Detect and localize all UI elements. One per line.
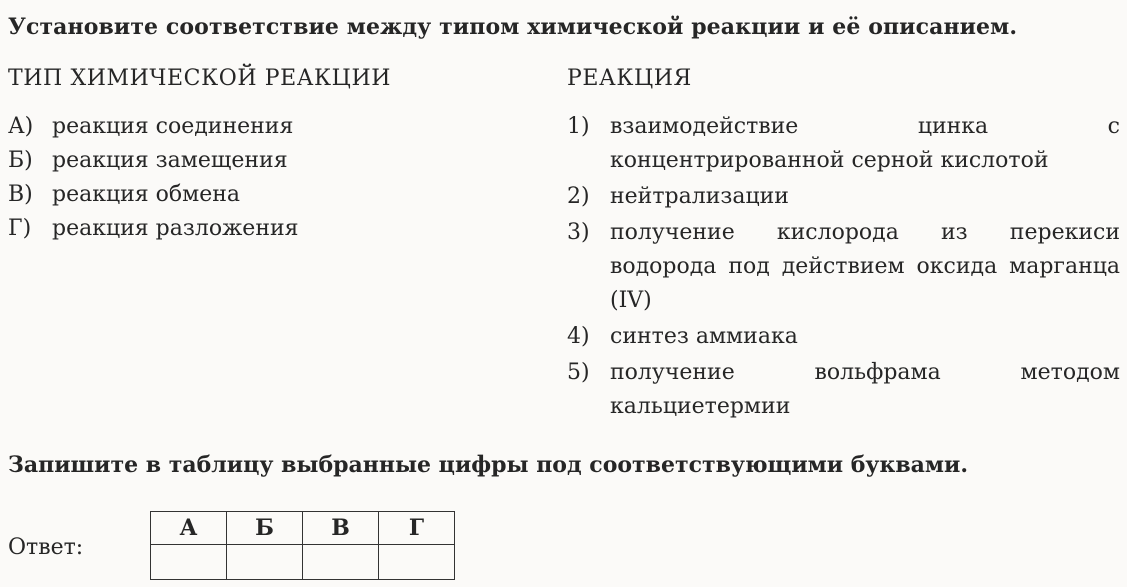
item-text: реакция обмена: [52, 182, 241, 207]
answer-header-v: В: [303, 512, 379, 545]
item-label: Б): [8, 148, 33, 173]
answer-cell-v[interactable]: [303, 545, 379, 580]
right-column-header: РЕАКЦИЯ: [567, 66, 692, 91]
item-text: реакция замещения: [52, 148, 288, 173]
list-item: [8, 178, 299, 212]
item-text: нейтрализации: [610, 184, 789, 209]
item-number: 4): [567, 324, 590, 349]
answer-cell-g[interactable]: [379, 545, 455, 580]
item-text: синтез аммиака: [610, 324, 798, 349]
item-label: А): [8, 114, 34, 139]
left-column-header: ТИП ХИМИЧЕСКОЙ РЕАКЦИИ: [8, 66, 392, 91]
answer-input-row[interactable]: [151, 545, 455, 580]
item-number: 5): [567, 360, 590, 385]
list-item: [8, 110, 299, 144]
answer-header-b: Б: [227, 512, 303, 545]
item-label: Г): [8, 216, 32, 241]
item-text: взаимодействие цинка с концентрированной серной кислотой: [610, 114, 1120, 173]
item-text: реакция соединения: [52, 114, 294, 139]
answer-header-a: А: [151, 512, 227, 545]
reaction-description-list: [567, 110, 1120, 426]
instruction: Запишите в таблицу выбранные цифры под соответствующими буквами.: [8, 452, 969, 478]
list-item: [567, 320, 1120, 354]
item-number: 3): [567, 220, 590, 245]
task-statement: Установите соответствие между типом химической реакции и её описанием.: [8, 14, 1018, 40]
item-text: получение кислорода из перекиси водорода под действием оксида марганца (IV): [610, 220, 1120, 313]
list-item: [567, 180, 1120, 214]
answer-cell-a[interactable]: [151, 545, 227, 580]
list-item: [567, 110, 1120, 178]
list-item: [567, 356, 1120, 424]
list-item: [8, 212, 299, 246]
reaction-type-list: [8, 110, 299, 246]
list-item: [8, 144, 299, 178]
item-text: реакция разложения: [52, 216, 299, 241]
answer-label: Ответ:: [8, 535, 84, 560]
answer-header-g: Г: [379, 512, 455, 545]
item-number: 2): [567, 184, 590, 209]
answer-cell-b[interactable]: [227, 545, 303, 580]
item-number: 1): [567, 114, 590, 139]
item-text: получение вольфрама методом кальциетермии: [610, 360, 1120, 419]
item-label: В): [8, 182, 33, 207]
answer-table: [150, 511, 455, 580]
answer-header-row: [151, 512, 455, 545]
list-item: [567, 216, 1120, 318]
